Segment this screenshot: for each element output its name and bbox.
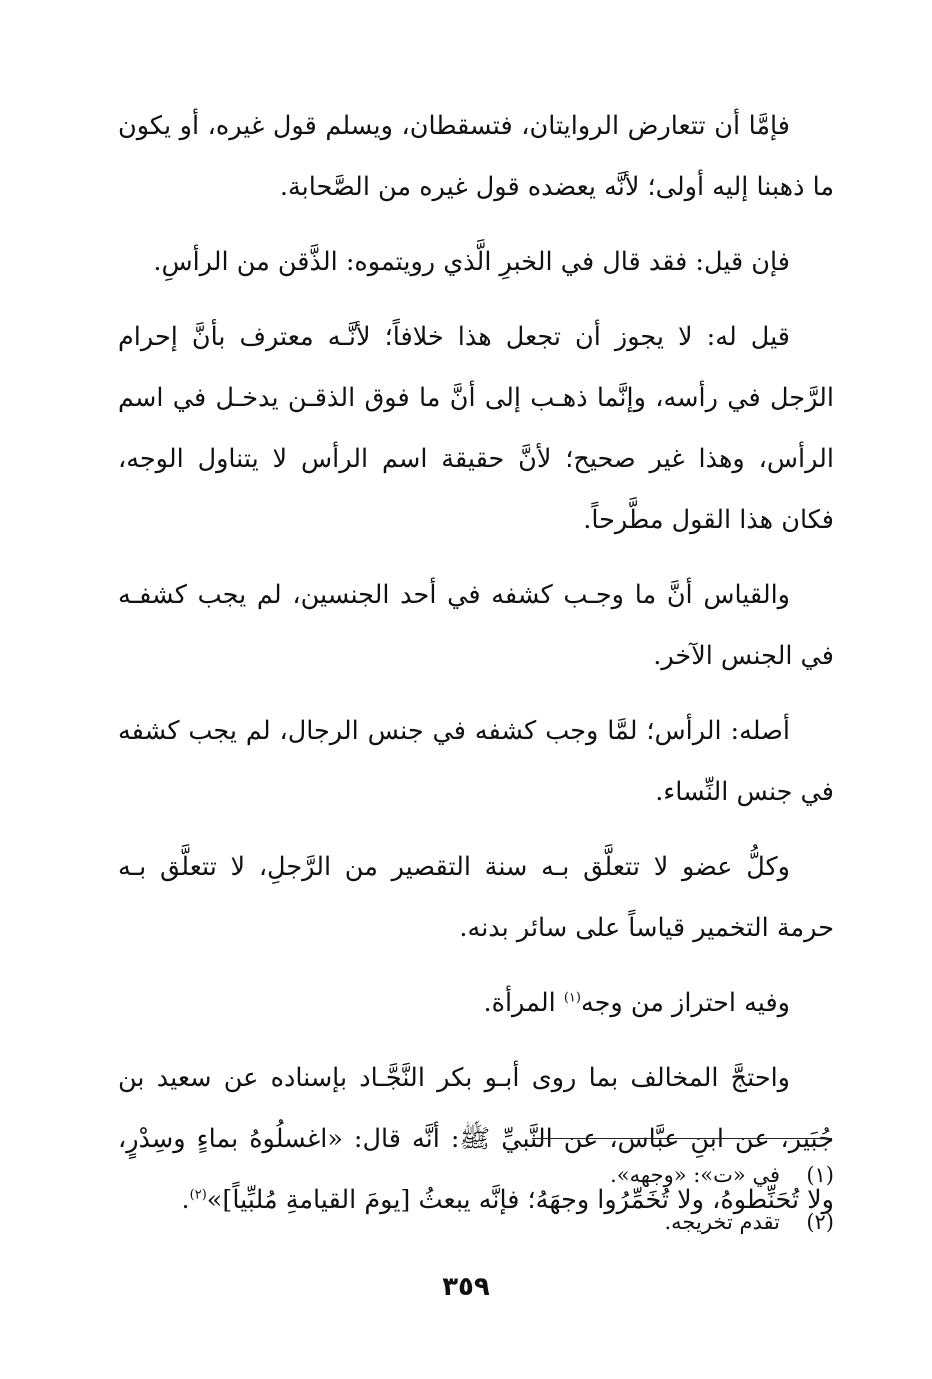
main-text [118, 96, 834, 1245]
paragraph-8: واحتجَّ المخالف بما روى أبـو بكر النَّجَّـاد بإسناده عن سعيد بن جُبَير، عن ابنِ عبَّاس، عن النَّبيِّ ﷺ: أنَّه قال: «اغسلُوهُ بماءٍ وسِدْرٍ، ولا تُحَنِّطوهُ، ولا تُخَمِّرُوا وجهَهُ؛ فإنَّه يبعثُ [يومَ القيامةِ مُلبِّياً]»$^{(٢)}$. [118, 1063, 834, 1215]
paragraph-2: فإن قيل: فقد قال في الخبرِ الَّذي رويتموه: الذَّقن من الرأسِ. [153, 247, 790, 277]
paragraph-6: وكلُّ عضو لا تتعلَّق بـه سنة التقصير من الرَّجلِ، لا تتعلَّق بـه حرمة التخمير قياساً على سائر بدنه. [118, 852, 834, 943]
footnote-divider [532, 1138, 832, 1139]
paragraph-1: فإمَّا أن تتعارض الروايتان، فتسقطان، ويسلم قول غيره، أو يكون ما ذهبنا إليه أولى؛ لأنَّه يعضده قول غيره من الصَّحابة. [118, 111, 834, 202]
footnote-text: تقدم تخريجه. [664, 1210, 780, 1234]
page-number: ٣٥٩ [442, 1272, 490, 1302]
paragraph-4: والقياس أنَّ ما وجـب كشفه في أحد الجنسين، لم يجب كشفـه في الجنس الآخر. [118, 580, 834, 671]
paragraph-3: قيل له: لا يجوز أن تجعل هذا خلافاً؛ لأنَّـه معترف بأنَّ إحرام الرَّجل في رأسه، وإنَّما ذهـب إلى أنَّ ما فوق الذقـن يدخـل في اسم الرأس، وهذا غير صحيح؛ لأنَّ حقيقة اسم الرأس لا يتناول الوجه، فكان هذا القول مطَّرحاً. [118, 322, 835, 535]
paragraph-7: وفيه احتراز من وجه$^{(١)}$ المرأة. [483, 988, 790, 1018]
footnote-2 [118, 1199, 834, 1246]
footnote-ref-2[interactable]: (٢) [189, 1187, 207, 1203]
paragraph-5: أصله: الرأس؛ لمَّا وجب كشفه في جنس الرجال، لم يجب كشفه في جنس النِّساء. [118, 716, 834, 807]
footnote-number: (١) [806, 1163, 834, 1187]
footnotes [118, 1152, 834, 1246]
footnote-ref-1[interactable]: (١) [563, 990, 581, 1006]
footnote-text: في «ت»: «وجهه». [610, 1163, 780, 1187]
footnote-number: (٢) [806, 1210, 834, 1234]
footnote-1 [118, 1152, 834, 1199]
